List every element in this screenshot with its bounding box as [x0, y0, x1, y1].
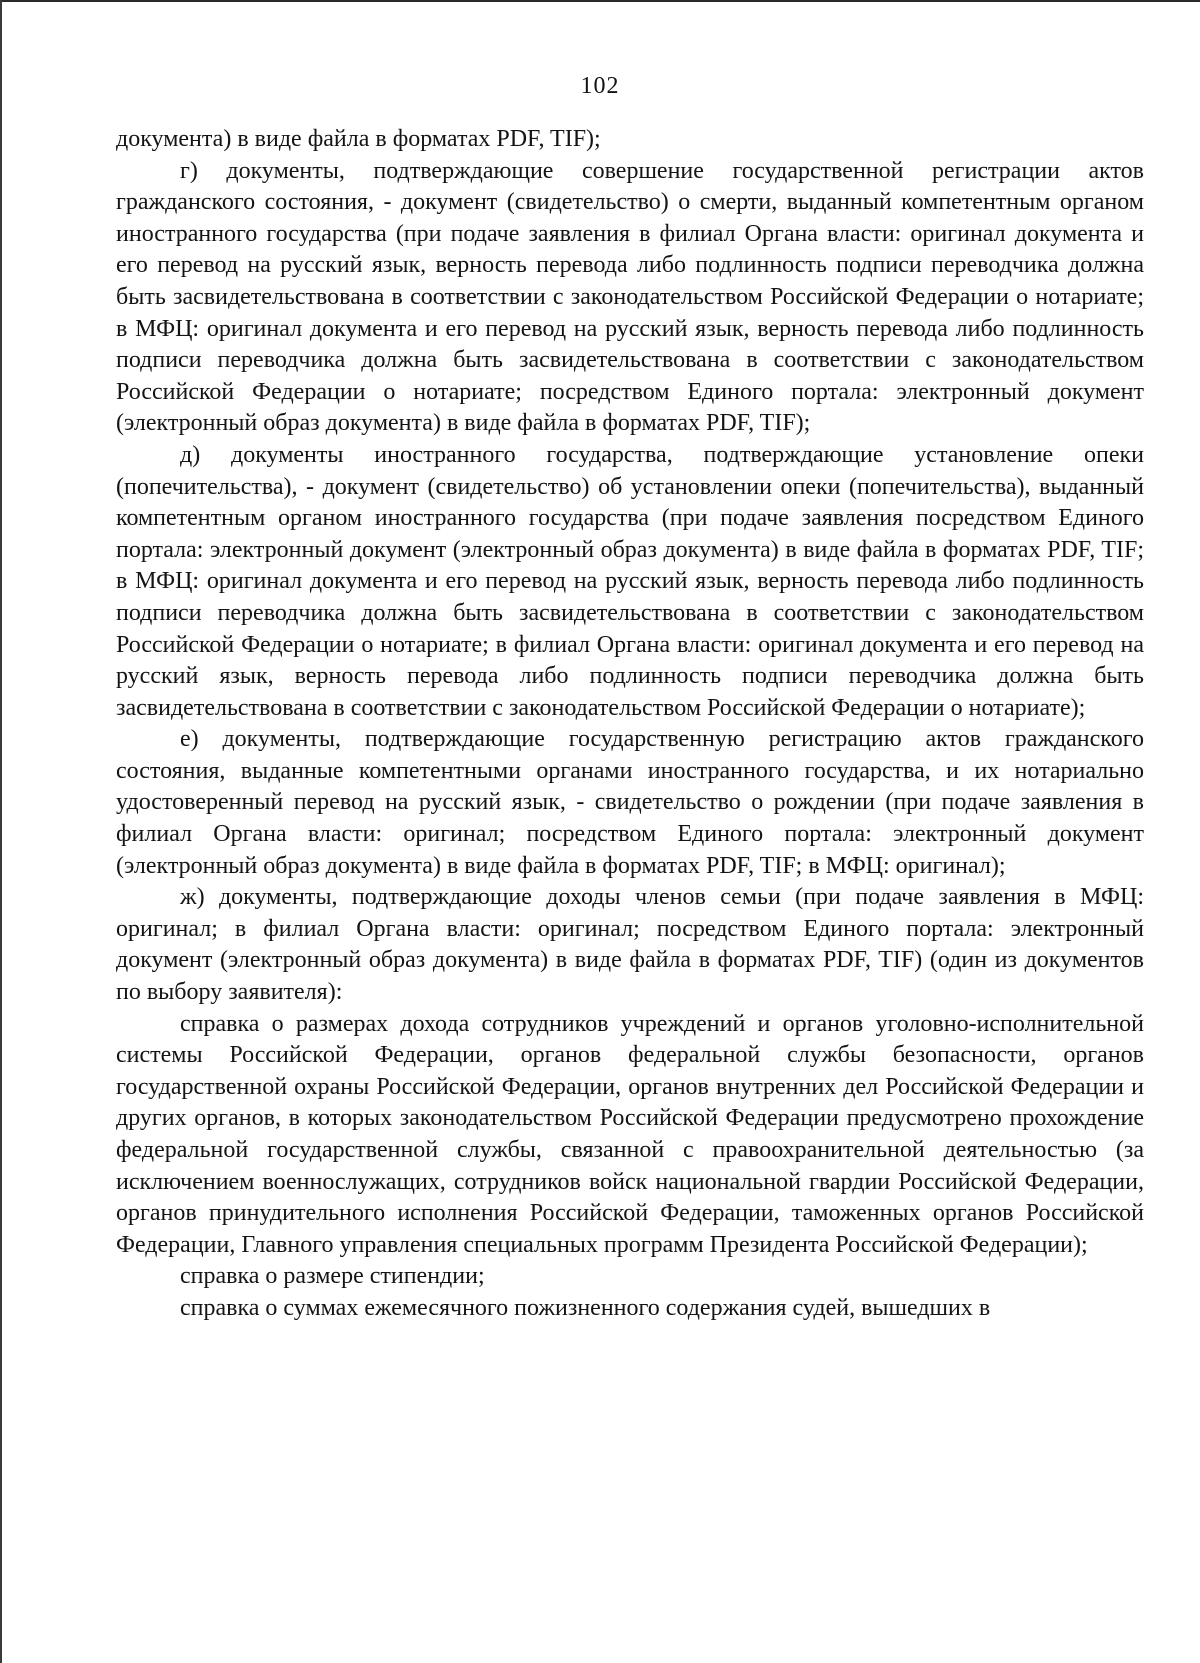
page-number: 102 — [580, 73, 620, 99]
document-body — [116, 124, 1144, 1325]
paragraph-judges-certificate: справка о суммах ежемесячного пожизненного содержания судей, вышедших в — [180, 1294, 991, 1321]
paragraph-item-e: е) документы, подтверждающие государственную регистрацию актов гражданского состояния, выданные компетентными органами иностранного государства, и их нотариально удостоверенный перевод на русский язык, - свидетельство о рождении (при подаче заявления в филиал Органа власти: оригинал; посредством Единого портала: электронный документ (электронный образ документа) в виде файла в форматах PDF, TIF; в МФЦ: оригинал); — [116, 726, 1144, 879]
paragraph-item-g: г) документы, подтверждающие совершение государственной регистрации актов гражданского состояния, - документ (свидетельство) о смерти, выданный компетентным органом иностранного государства (при подаче заявления в филиал Органа власти: оригинал документа и его перевод на русский язык, верность перевода либо подлинность подписи переводчика должна быть засвидетельствована в соответствии с законодательством Российской Федерации о нотариате; в МФЦ: оригинал документа и его перевод на русский язык, верность перевода либо подлинность подписи переводчика должна быть засвидетельствована в соответствии с законодательством Российской Федерации о нотариате; посредством Единого портала: электронный документ (электронный образ документа) в виде файла в форматах PDF, TIF); — [116, 157, 1144, 437]
paragraph-item-zh: ж) документы, подтверждающие доходы членов семьи (при подаче заявления в МФЦ: оригинал; в филиал Органа власти: оригинал; посредством Единого портала: электронный документ (электронный образ документа) в виде файла в форматах PDF, TIF) (один из документов по выбору заявителя): — [116, 884, 1144, 1006]
scan-edge-top — [0, 0, 1200, 2]
paragraph-income-certificate: справка о размерах дохода сотрудников учреждений и органов уголовно-исполнительной системы Российской Федерации, органов федеральной службы безопасности, органов государственной охраны Российской Федерации, органов внутренних дел Российской Федерации и других органов, в которых законодательством Российской Федерации предусмотрено прохождение федеральной государственной службы, связанной с правоохранительной деятельностью (за исключением военнослужащих, сотрудников войск национальной гвардии Российской Федерации, органов принудительного исполнения Российской Федерации, таможенных органов Российской Федерации, Главного управления специальных программ Президента Российской Федерации); — [116, 1010, 1144, 1258]
scan-edge-left — [0, 0, 2, 1663]
paragraph-item-d: д) документы иностранного государства, подтверждающие установление опеки (попечительства), - документ (свидетельство) об установлении опеки (попечительства), выданный компетентным органом иностранного государства (при подаче заявления посредством Единого портала: электронный документ (электронный образ документа) в виде файла в форматах PDF, TIF; в МФЦ: оригинал документа и его перевод на русский язык, верность перевода либо подлинность подписи переводчика должна быть засвидетельствована в соответствии с законодательством Российской Федерации о нотариате; в филиал Органа власти: оригинал документа и его перевод на русский язык, верность перевода либо подлинность подписи переводчика должна быть засвидетельствована в соответствии с законодательством Российской Федерации о нотариате); — [116, 441, 1144, 721]
paragraph-continuation: документа) в виде файла в форматах PDF, TIF); — [116, 126, 601, 152]
paragraph-stipend-certificate: справка о размере стипендии; — [180, 1263, 485, 1290]
